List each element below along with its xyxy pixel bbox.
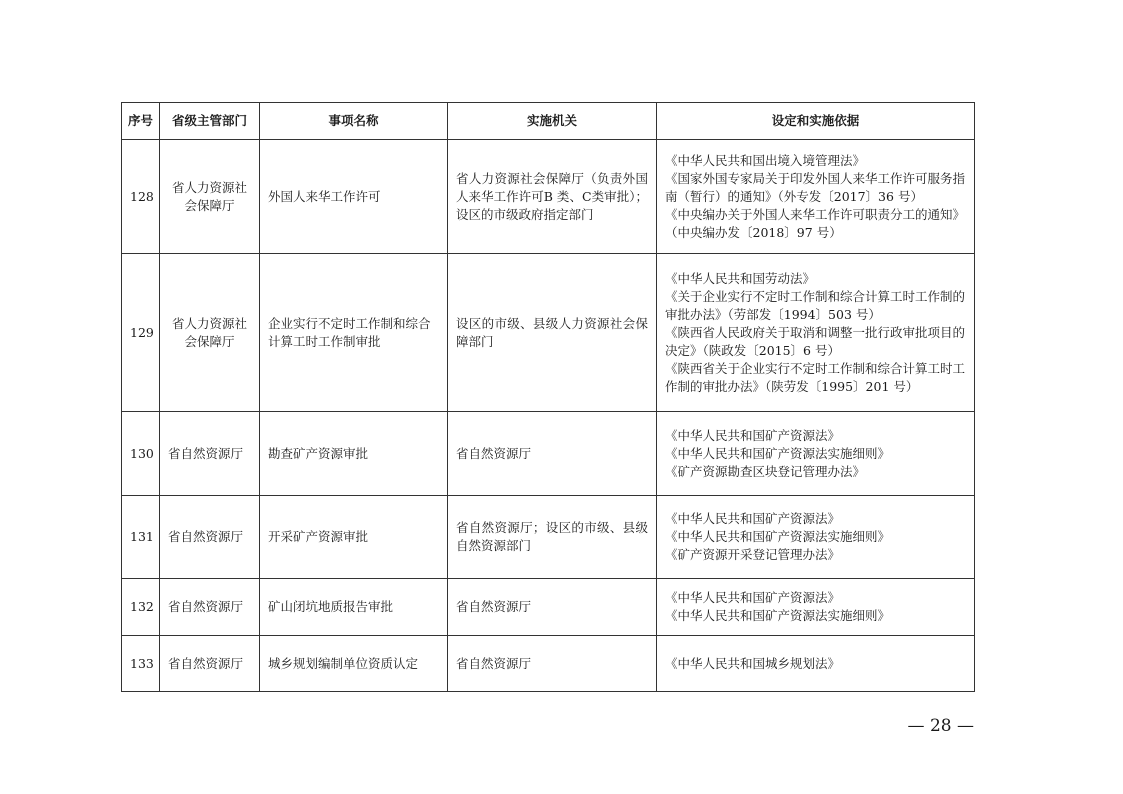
table-row [122,496,975,579]
table-header-row [122,103,975,140]
row-basis [657,636,975,692]
basis-line: 《陕西省人民政府关于取消和调整一批行政审批项目的决定》（陕政发〔2015〕6 号） [665,324,966,358]
row-item: 开采矿产资源审批 [260,496,448,579]
basis-line: 《中华人民共和国矿产资源法》 [665,427,841,443]
header-basis: 设定和实施依据 [657,103,975,140]
table-row [122,254,975,412]
row-dept: 省自然资源厅 [160,496,260,579]
basis-line: 《中华人民共和国出境入境管理法》 [665,152,866,168]
row-dept: 省人力资源社会保障厅 [160,254,260,412]
table-row [122,140,975,254]
basis-line: 《矿产资源勘查区块登记管理办法》 [665,463,866,479]
basis-line: 《中华人民共和国矿产资源法》 [665,511,841,526]
page-number: — 28 — [907,716,974,736]
row-basis [657,496,975,579]
row-no: 131 [122,496,160,579]
basis-line: 《中华人民共和国矿产资源法实施细则》 [665,608,891,623]
row-no: 132 [122,579,160,636]
row-org: 省自然资源厅 [448,636,657,692]
row-no: 130 [122,412,160,496]
row-item: 勘查矿产资源审批 [260,412,448,496]
row-org: 省自然资源厅 [448,412,657,496]
basis-line: 《中华人民共和国矿产资源法实施细则》 [665,445,891,461]
header-dept: 省级主管部门 [160,103,260,140]
basis-line: 《中华人民共和国劳动法》 [665,270,816,286]
header-no: 序号 [122,103,160,140]
row-org: 省自然资源厅 [448,579,657,636]
basis-line: 《关于企业实行不定时工作制和综合计算工时工作制的审批办法》（劳部发〔1994〕503 号） [665,288,966,322]
row-basis [657,140,975,254]
basis-line: 《陕西省关于企业实行不定时工作制和综合计算工时工作制的审批办法》（陕劳发〔1995〕201 号） [665,360,966,394]
row-item: 企业实行不定时工作制和综合计算工时工作制审批 [260,254,448,412]
row-basis [657,254,975,412]
basis-line: 《中华人民共和国矿产资源法》 [665,590,841,605]
table-row [122,579,975,636]
row-no: 129 [122,254,160,412]
row-dept: 省自然资源厅 [160,412,260,496]
row-no: 133 [122,636,160,692]
basis-line: 《中华人民共和国城乡规划法》 [665,655,841,671]
row-dept: 省人力资源社会保障厅 [160,140,260,254]
row-dept: 省自然资源厅 [160,636,260,692]
row-no: 128 [122,140,160,254]
row-org: 省人力资源社会保障厅（负责外国人来华工作许可B 类、C类审批）；设区的市级政府指定部门 [448,140,657,254]
basis-line: 《国家外国专家局关于印发外国人来华工作许可服务指南（暂行）的通知》（外专发〔2017〕36 号） [665,170,966,204]
row-dept: 省自然资源厅 [160,579,260,636]
header-org: 实施机关 [448,103,657,140]
approval-items-table [121,102,975,692]
row-item: 矿山闭坑地质报告审批 [260,579,448,636]
row-basis [657,579,975,636]
row-item: 城乡规划编制单位资质认定 [260,636,448,692]
row-org: 设区的市级、县级人力资源社会保障部门 [448,254,657,412]
basis-line: 《中央编办关于外国人来华工作许可职责分工的通知》（中央编办发〔2018〕97 号） [665,206,966,240]
row-basis [657,412,975,496]
basis-line: 《矿产资源开采登记管理办法》 [665,547,841,562]
row-item: 外国人来华工作许可 [260,140,448,254]
table-row [122,412,975,496]
table-row [122,636,975,692]
basis-line: 《中华人民共和国矿产资源法实施细则》 [665,529,891,544]
row-org: 省自然资源厅；设区的市级、县级自然资源部门 [448,496,657,579]
header-item: 事项名称 [260,103,448,140]
